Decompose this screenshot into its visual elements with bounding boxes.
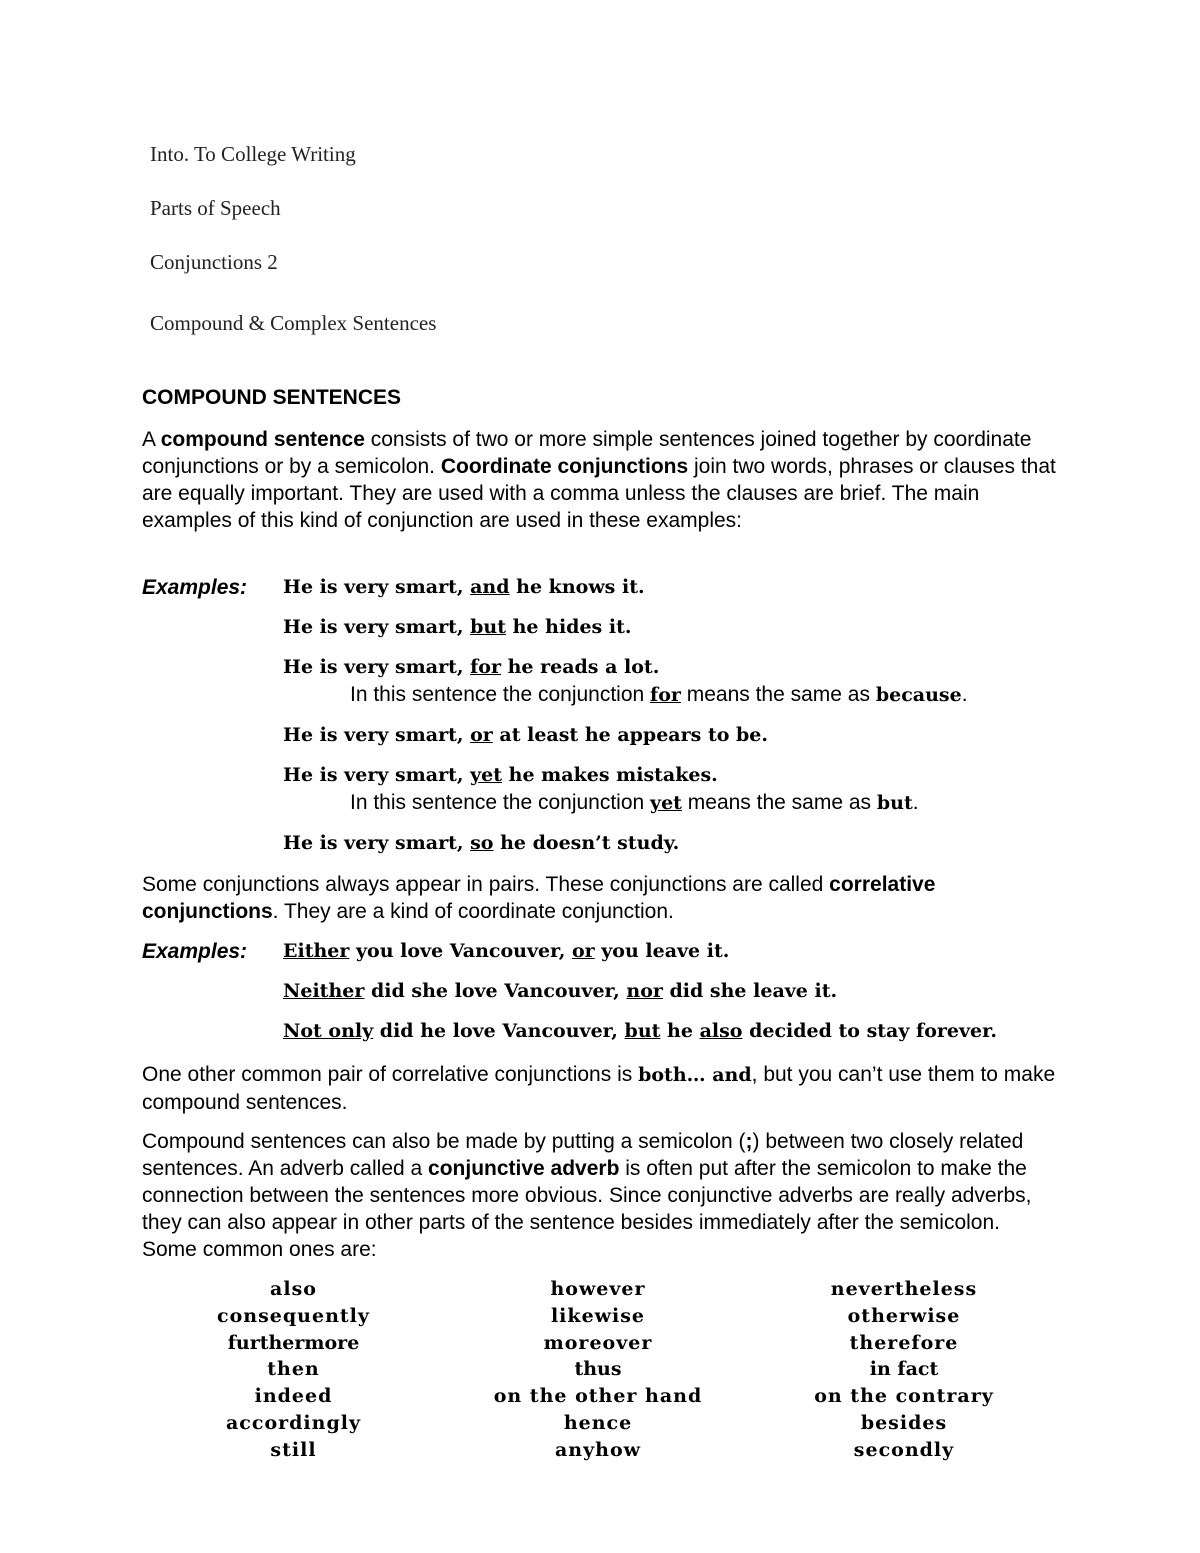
example-and (283, 576, 645, 598)
conjunction: Either (283, 940, 350, 962)
example-or (283, 724, 768, 746)
conjunction: so (470, 832, 494, 854)
conjunction: Not only (283, 1020, 374, 1042)
conjunction: for (470, 656, 501, 678)
adverb: moreover (543, 1331, 653, 1354)
adverbs-column-1 (142, 1276, 445, 1464)
conjunctive-adverbs-list (142, 1276, 1057, 1464)
header-topic: Parts of Speech (150, 196, 281, 220)
examples-label-2: Examples: (142, 940, 248, 963)
text-run: he (660, 1020, 700, 1042)
note-yet (350, 791, 919, 815)
note-for (350, 683, 968, 707)
term-correlative-conjunctions: correlative conjunctions (142, 873, 936, 923)
text-run: he knows it. (509, 576, 645, 598)
adverb: therefore (849, 1331, 959, 1354)
header-lesson: Conjunctions 2 (150, 250, 278, 274)
adverb: in fact (869, 1358, 939, 1381)
text-run: In this sentence the conjunction (350, 791, 651, 814)
conjunction: but (470, 616, 506, 638)
keyword: because (875, 684, 962, 706)
text-run: you love Vancouver, (349, 940, 572, 962)
adverb: accordingly (226, 1411, 361, 1434)
adverbs-column-3 (751, 1276, 1057, 1464)
conjunction: and (470, 576, 510, 598)
adverb: also (270, 1278, 317, 1300)
adverb: likewise (550, 1304, 646, 1327)
conjunction: for (650, 684, 681, 706)
text-run: He is very smart, (283, 832, 471, 854)
text-run: at least he appears to be. (492, 724, 768, 746)
adverb: still (270, 1438, 317, 1461)
conjunction: or (571, 940, 595, 962)
adverb: consequently (217, 1304, 370, 1327)
text-run: He is very smart, (283, 576, 471, 598)
text-run: join two words, phrases or clauses that are equally important. They are used with a comma unless the clauses are brief. The main examples of this kind of conjunction are used in these examples: (142, 455, 1056, 532)
term-coordinate-conjunctions: Coordinate conjunctions (440, 455, 689, 478)
text-run: you leave it. (594, 940, 730, 962)
example-neither-nor (283, 980, 837, 1002)
adverb: thus (574, 1358, 622, 1381)
text-run: Compound sentences can also be made by putting a semicolon ( (142, 1130, 746, 1153)
both-and-paragraph (142, 1061, 1057, 1116)
text-run: he doesn’t study. (493, 832, 680, 854)
adverbs-column-2 (445, 1276, 751, 1464)
text-run: He is very smart, (283, 616, 471, 638)
text-run: One other common pair of correlative conjunctions is (142, 1063, 639, 1086)
example-for (283, 656, 659, 678)
text-run: he makes mistakes. (502, 764, 718, 786)
conjunction: yet (650, 792, 682, 814)
adverb: however (550, 1278, 646, 1300)
adverb: otherwise (847, 1304, 961, 1327)
text-run: He is very smart, (283, 656, 471, 678)
example-either-or (283, 940, 729, 962)
correlative-paragraph (142, 871, 1057, 925)
text-run: he reads a lot. (500, 656, 660, 678)
text-run: is often put after the semicolon to make the connection between the sentences more obvious. Since conjunctive adverbs are really adverbs, they can also appear in other parts of the sentence besides immediately after the semicolon. Some common ones are: (142, 1157, 1032, 1261)
conjunction: yet (470, 764, 503, 786)
term-both-and: both… and (638, 1064, 752, 1086)
text-run: means the same as (681, 791, 877, 814)
adverb: on the contrary (814, 1385, 994, 1408)
text-run: He is very smart, (283, 724, 471, 746)
adverb: besides (860, 1411, 948, 1434)
example-yet (283, 764, 718, 786)
term-conjunctive-adverb: conjunctive adverb (428, 1157, 620, 1180)
header-course: Into. To College Writing (150, 142, 356, 166)
text-run: ) between two closely related sentences. An adverb called a (142, 1130, 1024, 1180)
text-run: , but you can’t use them to make compound sentences. (142, 1063, 1056, 1114)
conjunction: but (624, 1020, 661, 1042)
intro-paragraph (142, 426, 1057, 534)
semicolon-symbol: ; (745, 1130, 753, 1153)
text-run: . They are a kind of coordinate conjunction. (272, 900, 674, 923)
text-run: . (961, 683, 968, 706)
conjunction: or (470, 724, 493, 746)
text-run: did he love Vancouver, (373, 1020, 625, 1042)
text-run: did she love Vancouver, (364, 980, 627, 1002)
text-run: In this sentence the conjunction (350, 683, 651, 706)
text-run: . (912, 791, 919, 814)
example-not-only-but-also (283, 1020, 997, 1042)
example-but (283, 616, 631, 638)
keyword: but (876, 792, 913, 814)
adverb: secondly (853, 1438, 955, 1461)
examples-label: Examples: (142, 576, 248, 599)
text-run: consists of two or more simple sentences joined together by coordinate conjunctions or by a semicolon. (142, 428, 1032, 478)
conjunction: Neither (283, 980, 365, 1002)
adverb: anyhow (554, 1438, 641, 1461)
example-so (283, 832, 679, 854)
adverb: furthermore (227, 1331, 360, 1354)
adverb: nevertheless (830, 1278, 978, 1300)
text-run: did she leave it. (662, 980, 838, 1002)
section-heading: COMPOUND SENTENCES (142, 386, 402, 409)
conjunction: also (699, 1020, 743, 1042)
text-run: he hides it. (506, 616, 632, 638)
text-run: A (142, 428, 161, 451)
text-run: He is very smart, (283, 764, 471, 786)
conjunction: nor (626, 980, 663, 1002)
header-subtitle: Compound & Complex Sentences (150, 311, 437, 335)
adverb: hence (563, 1411, 633, 1434)
text-run: Some conjunctions always appear in pairs. These conjunctions are called (142, 873, 830, 896)
semicolon-paragraph (142, 1128, 1057, 1263)
adverb: indeed (254, 1385, 333, 1408)
text-run: decided to stay forever. (742, 1020, 997, 1042)
adverb: then (267, 1358, 320, 1381)
adverb: on the other hand (493, 1385, 703, 1408)
text-run: means the same as (680, 683, 876, 706)
term-compound-sentence: compound sentence (160, 428, 365, 451)
